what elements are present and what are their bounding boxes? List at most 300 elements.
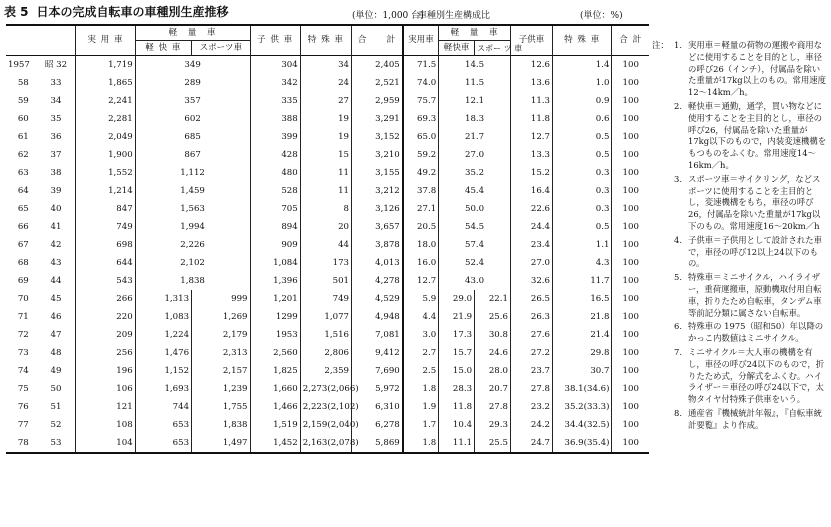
- cell-jitsuyo: 1,719: [76, 56, 135, 75]
- cell-keikaisha: 1,693: [135, 380, 191, 398]
- cell-jitsuyo: 1,900: [76, 146, 135, 164]
- cell-sports-ratio: 28.0: [475, 362, 511, 380]
- cell-keiryo-ratio-total: 12.1: [439, 92, 511, 110]
- cell-showa: 45: [50, 293, 62, 304]
- cell-year: 1957: [8, 59, 30, 70]
- cell-showa: 50: [50, 383, 62, 394]
- cell-year: 66: [17, 221, 29, 232]
- cell-tokushu: 2,159(2,040): [300, 416, 351, 434]
- cell-tokushu: 19: [300, 128, 351, 146]
- cell-year: 74: [17, 365, 29, 376]
- cell-keikaisha-ratio: 10.4: [439, 416, 475, 434]
- note-item: [674, 272, 828, 319]
- note-text: 特殊車＝ミニサイクル，ハイライザー，重荷運搬車，原動機取付用自転車，折りたため自転車，タンデム車等前記分類に属さない自転車。: [688, 272, 822, 318]
- note-number: 8.: [674, 407, 682, 418]
- cell-jitsuyo: 1,865: [76, 74, 135, 92]
- header-keiryo-ratio: 軽 量 車: [439, 25, 511, 41]
- cell-tokushu-ratio: 0.5: [553, 218, 612, 236]
- cell-jitsuyo: 196: [76, 362, 135, 380]
- cell-keiryo-ratio-total: 14.5: [439, 56, 511, 75]
- table-row: [6, 128, 649, 146]
- cell-kodomo-ratio: 26.5: [510, 290, 552, 308]
- cell-kodomo: 2,560: [250, 344, 300, 362]
- cell-jitsuyo: 256: [76, 344, 135, 362]
- cell-goukei: 2,521: [352, 74, 403, 92]
- cell-jitsuyo-ratio: 1.8: [403, 434, 439, 453]
- note-number: 7.: [674, 346, 682, 357]
- cell-year: 70: [17, 293, 29, 304]
- cell-tokushu: 27: [300, 92, 351, 110]
- cell-year: 62: [17, 149, 29, 160]
- note-text: 特殊車の 1975（昭和50）年以降のかっこ内数値はミニサイクル。: [688, 321, 824, 344]
- cell-tokushu: 11: [300, 182, 351, 200]
- cell-year: 69: [17, 275, 29, 286]
- cell-goukei-ratio: 100: [612, 164, 649, 182]
- cell-keiryo-ratio-total: 43.0: [439, 272, 511, 290]
- cell-goukei-ratio: 100: [612, 308, 649, 326]
- cell-sports-ratio: 30.8: [475, 326, 511, 344]
- cell-keikaisha-ratio: 29.0: [439, 290, 475, 308]
- cell-goukei-ratio: 100: [612, 290, 649, 308]
- cell-keiryo-ratio-total: 11.5: [439, 74, 511, 92]
- cell-tokushu: 44: [300, 236, 351, 254]
- cell-kodomo: 1,084: [250, 254, 300, 272]
- cell-showa: 42: [50, 239, 62, 250]
- notes-list: [674, 40, 828, 434]
- cell-goukei: 6,310: [352, 398, 403, 416]
- table-row: [6, 182, 649, 200]
- cell-sports: 2,157: [192, 362, 250, 380]
- cell-goukei: 2,405: [352, 56, 403, 75]
- cell-sports: 1,755: [192, 398, 250, 416]
- note-number: 3.: [674, 173, 682, 184]
- cell-kodomo: 342: [250, 74, 300, 92]
- cell-jitsuyo-ratio: 69.3: [403, 110, 439, 128]
- cell-keikaisha-ratio: 15.0: [439, 362, 475, 380]
- cell-showa: 33: [50, 77, 62, 88]
- cell-kodomo: 1,396: [250, 272, 300, 290]
- cell-showa: 43: [50, 257, 62, 268]
- cell-tokushu-ratio: 4.3: [553, 254, 612, 272]
- cell-tokushu-ratio: 0.3: [553, 164, 612, 182]
- cell-sports-ratio: 22.1: [475, 290, 511, 308]
- cell-keikaisha-ratio: 17.3: [439, 326, 475, 344]
- table-row: [6, 326, 649, 344]
- cell-showa: 34: [50, 95, 62, 106]
- cell-kodomo: 894: [250, 218, 300, 236]
- cell-showa: 41: [50, 221, 62, 232]
- cell-kodomo: 1,825: [250, 362, 300, 380]
- table-row: [6, 164, 649, 182]
- cell-kodomo: 480: [250, 164, 300, 182]
- cell-goukei-ratio: 100: [612, 254, 649, 272]
- cell-keikaisha: 1,224: [135, 326, 191, 344]
- cell-goukei: 4,529: [352, 290, 403, 308]
- table-row: [6, 200, 649, 218]
- cell-tokushu: 24: [300, 74, 351, 92]
- cell-kodomo: 705: [250, 200, 300, 218]
- cell-jitsuyo: 2,281: [76, 110, 135, 128]
- cell-goukei-ratio: 100: [612, 218, 649, 236]
- cell-kodomo-ratio: 23.7: [510, 362, 552, 380]
- cell-jitsuyo-ratio: 2.7: [403, 344, 439, 362]
- cell-jitsuyo-ratio: 1.7: [403, 416, 439, 434]
- cell-keiryo-total: 1,994: [135, 218, 250, 236]
- cell-sports: 2,313: [192, 344, 250, 362]
- cell-kodomo-ratio: 27.2: [510, 344, 552, 362]
- cell-goukei: 4,948: [352, 308, 403, 326]
- cell-showa: 40: [50, 203, 62, 214]
- cell-jitsuyo: 220: [76, 308, 135, 326]
- cell-jitsuyo-ratio: 3.0: [403, 326, 439, 344]
- cell-goukei-ratio: 100: [612, 380, 649, 398]
- cell-kodomo: 1953: [250, 326, 300, 344]
- header-goukei: 合 計: [352, 25, 403, 56]
- cell-jitsuyo: 266: [76, 290, 135, 308]
- cell-keikaisha-ratio: 15.7: [439, 344, 475, 362]
- cell-kodomo: 1,452: [250, 434, 300, 453]
- cell-tokushu: 173: [300, 254, 351, 272]
- cell-jitsuyo-ratio: 5.9: [403, 290, 439, 308]
- cell-goukei-ratio: 100: [612, 434, 649, 453]
- note-item: [674, 408, 828, 432]
- cell-tokushu: 749: [300, 290, 351, 308]
- table-row: [6, 146, 649, 164]
- header-tokushu: 特 殊 車: [300, 25, 351, 56]
- cell-kodomo: 399: [250, 128, 300, 146]
- cell-jitsuyo-ratio: 75.7: [403, 92, 439, 110]
- cell-showa: 35: [50, 113, 62, 124]
- cell-sports: 2,179: [192, 326, 250, 344]
- table-row: [6, 272, 649, 290]
- cell-kodomo: 1,201: [250, 290, 300, 308]
- cell-tokushu-ratio: 11.7: [553, 272, 612, 290]
- note-number: 4.: [674, 234, 682, 245]
- cell-goukei-ratio: 100: [612, 344, 649, 362]
- cell-jitsuyo-ratio: 1.8: [403, 380, 439, 398]
- cell-goukei: 7,081: [352, 326, 403, 344]
- cell-jitsuyo: 106: [76, 380, 135, 398]
- cell-keiryo-total: 289: [135, 74, 250, 92]
- table-title-text: 日本の完成自転車の車種別生産推移: [36, 5, 229, 19]
- cell-jitsuyo: 543: [76, 272, 135, 290]
- cell-kodomo-ratio: 11.3: [510, 92, 552, 110]
- cell-showa: 49: [50, 365, 62, 376]
- note-number: 2.: [674, 100, 682, 111]
- cell-jitsuyo-ratio: 65.0: [403, 128, 439, 146]
- cell-year: 59: [17, 95, 29, 106]
- cell-year: 77: [17, 419, 29, 430]
- cell-goukei-ratio: 100: [612, 326, 649, 344]
- cell-jitsuyo-ratio: 1.9: [403, 398, 439, 416]
- table-row: [6, 398, 649, 416]
- cell-keiryo-total: 685: [135, 128, 250, 146]
- header-sports: スポーツ車: [192, 41, 250, 56]
- cell-tokushu-ratio: 0.5: [553, 128, 612, 146]
- note-item: [674, 101, 828, 172]
- cell-kodomo: 1,660: [250, 380, 300, 398]
- cell-showa: 昭 32: [44, 59, 68, 70]
- cell-tokushu-ratio: 16.5: [553, 290, 612, 308]
- cell-tokushu-ratio: 38.1(34.6): [553, 380, 612, 398]
- header-keikaisha-ratio: 軽快車: [439, 41, 475, 56]
- cell-keiryo-ratio-total: 35.2: [439, 164, 511, 182]
- cell-year: 67: [17, 239, 29, 250]
- cell-keiryo-total: 349: [135, 56, 250, 75]
- quantity-unit: (単位：1,000 台): [352, 11, 424, 21]
- cell-kodomo-ratio: 12.7: [510, 128, 552, 146]
- cell-tokushu-ratio: 1.1: [553, 236, 612, 254]
- cell-sports-ratio: 25.6: [475, 308, 511, 326]
- cell-tokushu-ratio: 0.5: [553, 146, 612, 164]
- cell-jitsuyo: 121: [76, 398, 135, 416]
- cell-year: 65: [17, 203, 29, 214]
- note-number: 6.: [674, 321, 682, 332]
- cell-showa: 52: [50, 419, 62, 430]
- cell-showa: 39: [50, 185, 62, 196]
- cell-tokushu: 2,163(2,078): [300, 434, 351, 453]
- cell-year: 58: [17, 77, 29, 88]
- note-text: 通産省『機械統計年報』，『自転車統計要覧』より作成。: [688, 407, 822, 430]
- header-goukei-ratio: 合 計: [612, 25, 649, 56]
- cell-goukei-ratio: 100: [612, 398, 649, 416]
- cell-goukei: 7,690: [352, 362, 403, 380]
- cell-kodomo-ratio: 15.2: [510, 164, 552, 182]
- cell-keiryo-ratio-total: 45.4: [439, 182, 511, 200]
- cell-jitsuyo-ratio: 12.7: [403, 272, 439, 290]
- cell-year: 61: [17, 131, 29, 142]
- cell-kodomo-ratio: 27.6: [510, 326, 552, 344]
- cell-keikaisha-ratio: 28.3: [439, 380, 475, 398]
- cell-jitsuyo-ratio: 74.0: [403, 74, 439, 92]
- cell-tokushu-ratio: 36.9(35.4): [553, 434, 612, 453]
- cell-keiryo-ratio-total: 57.4: [439, 236, 511, 254]
- cell-sports-ratio: 29.3: [475, 416, 511, 434]
- cell-showa: 44: [50, 275, 62, 286]
- cell-goukei: 3,152: [352, 128, 403, 146]
- cell-kodomo-ratio: 13.3: [510, 146, 552, 164]
- note-item: [674, 321, 828, 345]
- cell-kodomo-ratio: 23.2: [510, 398, 552, 416]
- cell-year: 60: [17, 113, 29, 124]
- table-row: [6, 308, 649, 326]
- cell-year: 63: [17, 167, 29, 178]
- cell-jitsuyo: 1,552: [76, 164, 135, 182]
- note-item: [674, 40, 828, 99]
- cell-kodomo-ratio: 27.0: [510, 254, 552, 272]
- cell-jitsuyo-ratio: 4.4: [403, 308, 439, 326]
- cell-goukei: 5,869: [352, 434, 403, 453]
- notes-head: 注：: [652, 40, 669, 50]
- cell-keikaisha: 1,152: [135, 362, 191, 380]
- note-text: ミニサイクル＝大人車の機構を有し，車径の呼び24以下のもので，折りたため式，分解式をふくむ。ハイライザー＝車径の呼び24以下で，太物タイヤ付特殊子供車をいう。: [688, 346, 825, 405]
- cell-jitsuyo: 209: [76, 326, 135, 344]
- cell-goukei-ratio: 100: [612, 416, 649, 434]
- cell-tokushu: 20: [300, 218, 351, 236]
- cell-keiryo-ratio-total: 50.0: [439, 200, 511, 218]
- cell-tokushu-ratio: 0.6: [553, 110, 612, 128]
- cell-tokushu-ratio: 0.9: [553, 92, 612, 110]
- cell-kodomo: 528: [250, 182, 300, 200]
- cell-sports: 999: [192, 290, 250, 308]
- cell-kodomo: 304: [250, 56, 300, 75]
- cell-keikaisha: 744: [135, 398, 191, 416]
- cell-kodomo-ratio: 27.8: [510, 380, 552, 398]
- year-header-blank: [6, 25, 76, 56]
- cell-keiryo-total: 1,563: [135, 200, 250, 218]
- cell-jitsuyo: 108: [76, 416, 135, 434]
- cell-tokushu: 2,359: [300, 362, 351, 380]
- header-kodomo-ratio: 子供車: [510, 25, 552, 56]
- cell-tokushu: 2,223(2,102): [300, 398, 351, 416]
- table-row: [6, 380, 649, 398]
- cell-kodomo-ratio: 11.8: [510, 110, 552, 128]
- cell-kodomo-ratio: 12.6: [510, 56, 552, 75]
- table-number: 表 5: [4, 5, 29, 19]
- cell-keiryo-ratio-total: 27.0: [439, 146, 511, 164]
- cell-goukei: 3,657: [352, 218, 403, 236]
- cell-goukei: 3,210: [352, 146, 403, 164]
- note-text: 子供車＝子供用として設計された車で，車径の呼び12以上24以下のもの。: [688, 234, 822, 269]
- cell-year: 73: [17, 347, 29, 358]
- cell-tokushu-ratio: 1.0: [553, 74, 612, 92]
- cell-jitsuyo-ratio: 37.8: [403, 182, 439, 200]
- cell-sports: 1,269: [192, 308, 250, 326]
- table-row: [6, 254, 649, 272]
- cell-goukei: 3,126: [352, 200, 403, 218]
- cell-sports-ratio: 20.7: [475, 380, 511, 398]
- cell-kodomo: 335: [250, 92, 300, 110]
- header-jitsuyo: 実 用 車: [76, 25, 135, 56]
- table-body: [6, 56, 649, 454]
- cell-tokushu: 8: [300, 200, 351, 218]
- cell-jitsuyo: 698: [76, 236, 135, 254]
- cell-sports-ratio: 24.6: [475, 344, 511, 362]
- cell-goukei-ratio: 100: [612, 110, 649, 128]
- cell-keiryo-ratio-total: 18.3: [439, 110, 511, 128]
- cell-kodomo-ratio: 26.3: [510, 308, 552, 326]
- cell-goukei-ratio: 100: [612, 200, 649, 218]
- cell-tokushu: 15: [300, 146, 351, 164]
- cell-goukei: 9,412: [352, 344, 403, 362]
- cell-kodomo: 1,519: [250, 416, 300, 434]
- cell-jitsuyo-ratio: 71.5: [403, 56, 439, 75]
- cell-keiryo-total: 602: [135, 110, 250, 128]
- cell-jitsuyo: 644: [76, 254, 135, 272]
- cell-goukei-ratio: 100: [612, 236, 649, 254]
- cell-year: 68: [17, 257, 29, 268]
- table-row: [6, 56, 649, 75]
- cell-year: 72: [17, 329, 29, 340]
- cell-goukei: 3,291: [352, 110, 403, 128]
- table-row: [6, 416, 649, 434]
- note-number: 1.: [674, 40, 682, 50]
- cell-year: 76: [17, 401, 29, 412]
- cell-kodomo: 909: [250, 236, 300, 254]
- header-tokushu-ratio: 特 殊 車: [553, 25, 612, 56]
- cell-goukei-ratio: 100: [612, 182, 649, 200]
- cell-keiryo-total: 1,838: [135, 272, 250, 290]
- cell-jitsuyo: 2,241: [76, 92, 135, 110]
- cell-keiryo-total: 1,459: [135, 182, 250, 200]
- cell-tokushu-ratio: 21.4: [553, 326, 612, 344]
- table-row: [6, 290, 649, 308]
- cell-year: 64: [17, 185, 29, 196]
- cell-showa: 46: [50, 311, 62, 322]
- cell-keiryo-ratio-total: 52.4: [439, 254, 511, 272]
- header-keikaisha: 軽 快 車: [135, 41, 191, 56]
- cell-kodomo: 1299: [250, 308, 300, 326]
- cell-tokushu: 2,273(2,066): [300, 380, 351, 398]
- cell-sports: 1,497: [192, 434, 250, 453]
- cell-kodomo: 1,466: [250, 398, 300, 416]
- cell-tokushu-ratio: 35.2(33.3): [553, 398, 612, 416]
- cell-jitsuyo-ratio: 18.0: [403, 236, 439, 254]
- note-text: スポーツ車＝サイクリング，などスポーツに使用することを主目的とし，変速機構をもち，車径の呼び26，付属品を除いた重量が17kg以下のもの。常用速度16～20km／h: [688, 173, 821, 231]
- cell-kodomo-ratio: 22.6: [510, 200, 552, 218]
- cell-keikaisha: 653: [135, 434, 191, 453]
- cell-keikaisha: 1,313: [135, 290, 191, 308]
- note-text: 軽快車＝通勤，通学，買い物などに使用することを主目的とし，車径の呼び26，付属品を除いた重量が17kg以下のもので，内装変速機構をもつものをふくむ。常用速度14～16km／h。: [688, 100, 827, 170]
- cell-showa: 53: [50, 437, 62, 448]
- ratio-title: 車種別生産構成比: [418, 11, 491, 21]
- cell-keiryo-total: 1,112: [135, 164, 250, 182]
- cell-showa: 36: [50, 131, 62, 142]
- cell-goukei: 4,013: [352, 254, 403, 272]
- cell-keikaisha-ratio: 11.8: [439, 398, 475, 416]
- cell-sports-ratio: 27.8: [475, 398, 511, 416]
- cell-goukei-ratio: 100: [612, 146, 649, 164]
- cell-showa: 37: [50, 149, 62, 160]
- cell-goukei: 3,155: [352, 164, 403, 182]
- cell-keikaisha: 653: [135, 416, 191, 434]
- cell-kodomo-ratio: 24.7: [510, 434, 552, 453]
- cell-goukei-ratio: 100: [612, 128, 649, 146]
- cell-goukei-ratio: 100: [612, 362, 649, 380]
- cell-goukei: 4,278: [352, 272, 403, 290]
- cell-tokushu-ratio: 0.3: [553, 200, 612, 218]
- cell-goukei: 6,278: [352, 416, 403, 434]
- cell-jitsuyo: 749: [76, 218, 135, 236]
- note-item: [674, 235, 828, 270]
- note-item: [674, 174, 828, 233]
- cell-jitsuyo-ratio: 59.2: [403, 146, 439, 164]
- cell-keiryo-ratio-total: 21.7: [439, 128, 511, 146]
- cell-goukei: 3,212: [352, 182, 403, 200]
- cell-year: 75: [17, 383, 29, 394]
- note-text: 実用車＝軽量の荷物の運搬や商用などに使用することを目的とし，車径の呼び26（インチ），付属品を除いた重量が17kg以上のもの。常用速度12～14km／h。: [688, 40, 827, 98]
- table-row: [6, 434, 649, 453]
- table-row: [6, 362, 649, 380]
- cell-kodomo: 388: [250, 110, 300, 128]
- cell-keikaisha: 1,476: [135, 344, 191, 362]
- cell-goukei-ratio: 100: [612, 272, 649, 290]
- cell-tokushu-ratio: 29.8: [553, 344, 612, 362]
- cell-keiryo-total: 2,102: [135, 254, 250, 272]
- cell-keikaisha-ratio: 11.1: [439, 434, 475, 453]
- cell-keikaisha: 1,083: [135, 308, 191, 326]
- note-item: [674, 347, 828, 406]
- header-jitsuyo-ratio: 実用車: [403, 25, 439, 56]
- cell-kodomo-ratio: 13.6: [510, 74, 552, 92]
- cell-jitsuyo-ratio: 16.0: [403, 254, 439, 272]
- cell-goukei: 5,972: [352, 380, 403, 398]
- table-row: [6, 236, 649, 254]
- cell-tokushu: 34: [300, 56, 351, 75]
- cell-tokushu: 19: [300, 110, 351, 128]
- cell-showa: 51: [50, 401, 62, 412]
- cell-tokushu-ratio: 0.3: [553, 182, 612, 200]
